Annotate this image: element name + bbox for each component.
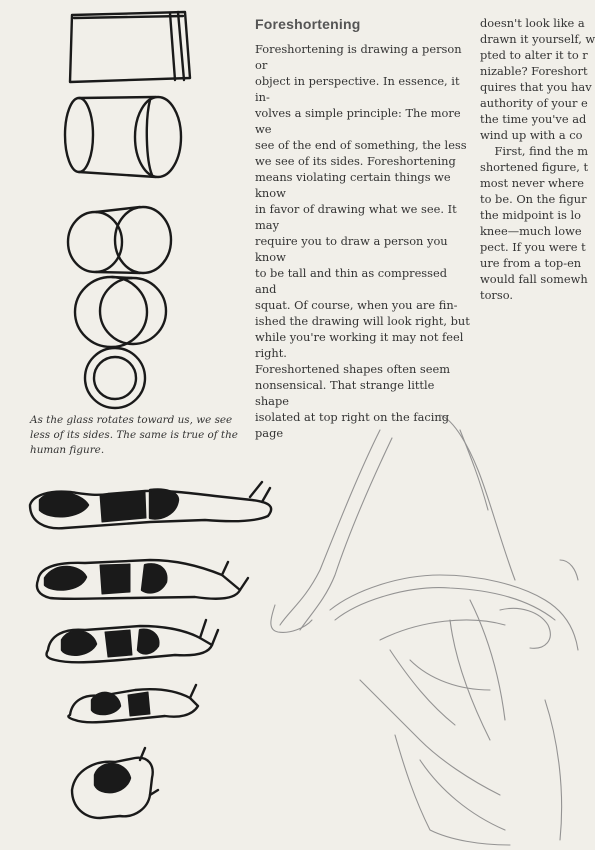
figure-sketches [30, 482, 271, 818]
pencil-foreshortened-figure-sketch [271, 415, 578, 845]
glass-sketch-side [70, 12, 190, 82]
glass-sketch-angle-2 [68, 207, 171, 273]
section-heading: Foreshortening [255, 16, 361, 32]
figure-caption: As the glass rotates toward us, we see less of its sides. The same is true of the human figure. [30, 414, 238, 456]
body-text-column-1: Foreshortening is drawing a person or object in perspective. In essence, it in- volves a simple principle: The more we see of the end of something, the less we see of its sides. Foreshortening means violating certain things we know in favor of drawing what we see. It may require you to draw a person you know to be tall and thin as compressed and squat. Of course, when you are fin- ished the drawing will look right, but while you're working it may not feel right. Foreshortened shapes often seem nonsensical. That strange little shape isolated at top right on the facing page [255, 42, 470, 440]
glass-sketch-angle-3 [75, 277, 166, 347]
body-text-column-2-cropped: doesn't look like a drawn it yourself, w pted to alter it to r nizable? Foreshort quires that you hav authority of your e the time you've ad wind up with a co First, find the m shortened figure, t most never where to be. On the figur the midpoint is lo knee—much lowe pect. If you were t ure from a top-en would fall somewh torso. [480, 16, 595, 302]
glass-sketch-angle-1 [65, 97, 181, 177]
glass-sketch-end-on [85, 348, 145, 408]
